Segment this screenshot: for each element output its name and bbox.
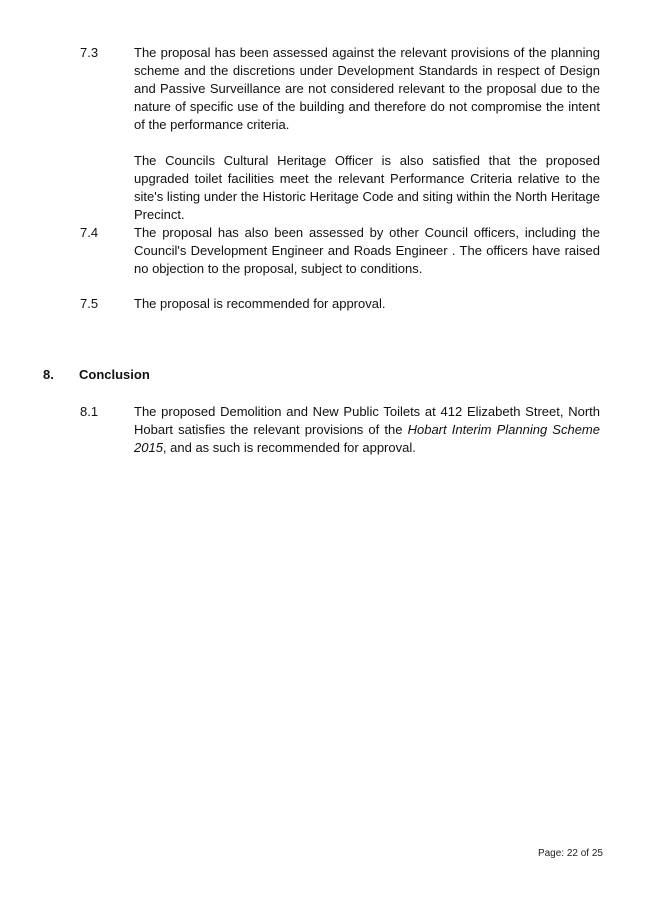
clause-text <box>134 224 600 278</box>
section-heading-conclusion <box>43 366 150 384</box>
clause-paragraph: The proposal is recommended for approval. <box>134 296 386 311</box>
clause-paragraph: The proposal has also been assessed by other Council officers, including the Council's Development Engineer and Roads Engineer . The officers have raised no objection to the proposal, subject to conditions. <box>134 225 600 276</box>
clause-paragraph <box>134 403 600 457</box>
page-number-footer: Page: 22 of 25 <box>537 848 603 859</box>
clause-7-3 <box>80 44 605 224</box>
clause-text-after: , and as such is recommended for approval. <box>162 440 416 455</box>
clause-number: 7.3 <box>80 45 99 60</box>
clause-text-before: The proposed Demolition and New Public Toilets at 412 Elizabeth Street, North Hobart satisfies the relevant provisions of the <box>134 404 600 437</box>
clause-text <box>134 403 600 457</box>
clause-8-1 <box>80 403 605 457</box>
planning-scheme-title: Hobart Interim Planning Scheme 2015 <box>134 422 600 455</box>
clause-text <box>134 295 600 313</box>
clause-number: 7.5 <box>80 296 99 311</box>
clause-number: 8.1 <box>80 404 99 419</box>
clause-7-5 <box>80 295 605 313</box>
clause-7-4 <box>80 224 605 278</box>
clause-paragraph: The Councils Cultural Heritage Officer is also satisfied that the proposed upgraded toilet facilities meet the relevant Performance Criteria relative to the site's listing under the Historic Heritage Code and siting within the North Heritage Precinct. <box>134 153 600 222</box>
section-title: Conclusion <box>79 367 150 382</box>
section-number: 8. <box>43 367 54 382</box>
clause-text <box>134 44 600 224</box>
clause-number: 7.4 <box>80 225 99 240</box>
clause-paragraph: The proposal has been assessed against the relevant provisions of the planning scheme and the discretions under Development Standards in respect of Design and Passive Surveillance are not considered relevant to the proposal due to the nature of specific use of the building and therefore do not compromise the intent of the performance criteria. <box>134 45 600 132</box>
